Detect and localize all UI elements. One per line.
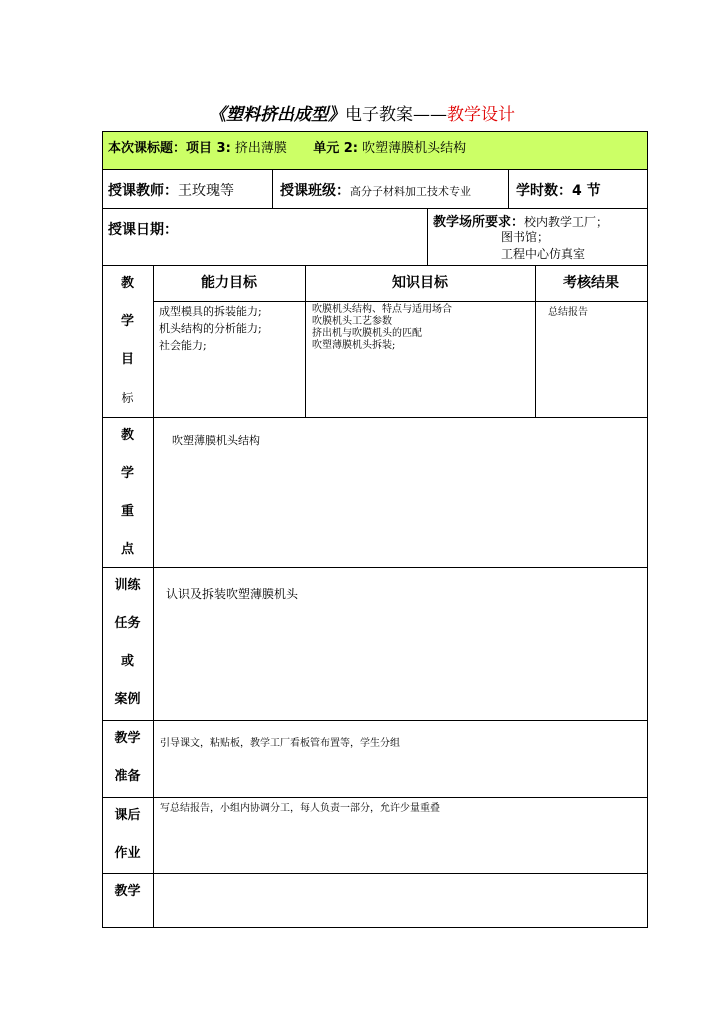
objectives-side-char: 标 — [121, 391, 134, 405]
preparation-content: 引导课文，粘贴板，教学工厂看板管布置等，学生分组 — [160, 738, 400, 749]
training-side-line: 训练 — [114, 578, 141, 593]
key-points-side-char: 点 — [120, 542, 134, 557]
hours-label: 学时数： — [516, 183, 572, 199]
homework-content: 写总结报告，小组内协调分工，每人负责一部分，允许少量重叠 — [160, 803, 440, 814]
key-points-side-char: 重 — [120, 504, 134, 519]
title-highlight: 教学设计 — [447, 105, 515, 125]
homework-side-line: 课后 — [114, 808, 141, 823]
venue-line-3: 工程中心仿真室 — [501, 247, 586, 261]
homework-side-label — [102, 797, 153, 873]
topic-unit-label: 单元 2: — [313, 141, 358, 156]
title-subtitle: 电子教案—— — [345, 105, 447, 125]
title-book-name: 《塑料挤出成型》 — [209, 105, 345, 125]
ability-item: 机头结构的分析能力; — [159, 322, 262, 335]
venue-cell — [433, 211, 645, 262]
key-points-side-char: 学 — [120, 466, 134, 481]
header-assessment: 考核结果 — [563, 275, 619, 291]
homework-side-line: 作业 — [114, 846, 141, 861]
date-label: 授课日期： — [108, 222, 178, 238]
class-value: 高分子材料加工技术专业 — [350, 185, 471, 198]
ability-list — [159, 305, 303, 356]
preparation-side-label — [102, 720, 153, 797]
training-side-line: 或 — [120, 654, 134, 669]
header-knowledge: 知识目标 — [392, 275, 448, 291]
knowledge-list — [312, 304, 532, 352]
training-side-line: 案例 — [114, 692, 141, 707]
key-points-content: 吹塑薄膜机头结构 — [172, 434, 260, 447]
topic-project: 挤出薄膜 — [234, 141, 287, 156]
knowledge-item: 吹膜机头工艺参数 — [312, 316, 392, 327]
lesson-topic — [108, 137, 638, 156]
training-side-label — [102, 567, 153, 720]
class-label: 授课班级： — [280, 183, 350, 199]
topic-unit: 吹塑薄膜机头结构 — [362, 141, 467, 156]
hours-value: 4 节 — [572, 183, 601, 199]
last-row-side-label: 教学 — [114, 884, 141, 899]
training-side-line: 任务 — [114, 616, 141, 631]
training-content: 认识及拆装吹塑薄膜机头 — [166, 587, 299, 601]
knowledge-item: 吹塑薄膜机头拆装; — [312, 340, 396, 351]
key-points-side-char: 教 — [120, 428, 134, 443]
objectives-side-char: 教 — [120, 276, 134, 291]
objectives-side-char: 学 — [120, 314, 134, 329]
hours-cell — [516, 180, 646, 200]
ability-item: 成型模具的拆装能力; — [159, 305, 262, 318]
knowledge-item: 挤出机与吹膜机头的匹配 — [312, 328, 422, 339]
objectives-side-label — [102, 265, 153, 417]
header-ability: 能力目标 — [201, 275, 257, 291]
class-cell — [280, 180, 508, 200]
objectives-side-char: 目 — [120, 352, 134, 367]
preparation-side-line: 准备 — [114, 769, 141, 784]
key-points-side-label — [102, 417, 153, 567]
venue-line-2: 图书馆； — [501, 230, 550, 244]
teacher-name: 王玫瑰等 — [178, 183, 234, 199]
venue-line-1: 校内教学工厂； — [524, 215, 609, 229]
teacher-label: 授课教师： — [108, 183, 178, 199]
preparation-side-line: 教学 — [114, 731, 141, 746]
ability-item: 社会能力; — [159, 339, 207, 352]
topic-label: 本次课标题：项目 3: — [108, 141, 231, 156]
venue-label: 教学场所要求： — [433, 215, 525, 230]
assessment-value: 总结报告 — [548, 307, 588, 318]
knowledge-item: 吹膜机头结构、特点与适用场合 — [312, 304, 452, 315]
teacher-cell — [108, 180, 272, 200]
